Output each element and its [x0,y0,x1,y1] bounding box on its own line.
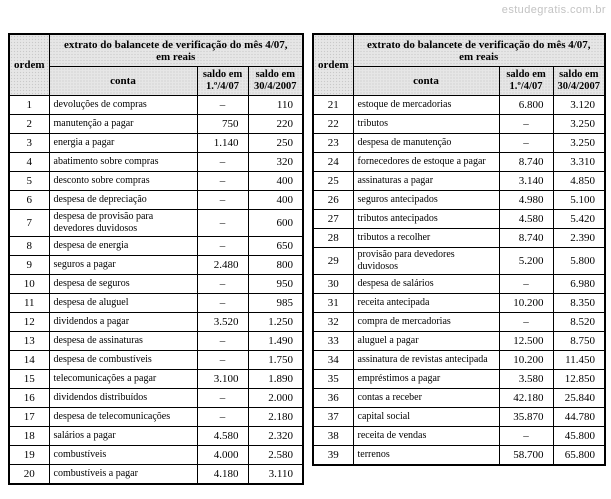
table-row [9,408,303,427]
closing-balance-cell: 8.350 [553,294,605,313]
closing-balance-cell: 2.180 [248,408,303,427]
opening-balance-cell: 12.500 [499,332,553,351]
order-cell: 2 [9,115,49,134]
closing-balance-cell: 65.800 [553,446,605,466]
closing-balance-cell: 1.490 [248,332,303,351]
opening-balance-cell: – [197,351,248,370]
opening-balance-cell: 1.140 [197,134,248,153]
opening-balance-cell: 2.480 [197,256,248,275]
closing-balance-cell: 1.750 [248,351,303,370]
account-cell: despesa de manutenção [353,134,499,153]
table-row [9,351,303,370]
watermark-text: estudegratis.com.br [501,4,606,16]
table-row [9,96,303,115]
closing-balance-cell: 5.420 [553,210,605,229]
table-row [9,370,303,389]
closing-balance-cell: 2.390 [553,229,605,248]
table-row [313,313,605,332]
order-cell: 10 [9,275,49,294]
table-row [9,115,303,134]
column-header-saldo-inicial: saldo em 1.º/4/07 [499,67,553,96]
order-cell: 37 [313,408,353,427]
account-cell: despesa de seguros [49,275,197,294]
account-cell: dividendos a pagar [49,313,197,332]
account-cell: despesa de telecomunicações [49,408,197,427]
order-cell: 22 [313,115,353,134]
opening-balance-cell: – [197,389,248,408]
order-cell: 8 [9,237,49,256]
closing-balance-cell: 2.580 [248,446,303,465]
account-cell: tributos antecipados [353,210,499,229]
table-row [9,275,303,294]
table-row [9,446,303,465]
order-cell: 6 [9,191,49,210]
account-cell: terrenos [353,446,499,466]
opening-balance-cell: 4.980 [499,191,553,210]
order-cell: 35 [313,370,353,389]
table-row [313,351,605,370]
order-cell: 27 [313,210,353,229]
table-row [9,134,303,153]
closing-balance-cell: 12.850 [553,370,605,389]
table-row [313,248,605,275]
opening-balance-cell: 35.870 [499,408,553,427]
account-cell: energia a pagar [49,134,197,153]
account-cell: despesa de aluguel [49,294,197,313]
order-cell: 24 [313,153,353,172]
account-cell: seguros a pagar [49,256,197,275]
order-cell: 36 [313,389,353,408]
account-cell: receita antecipada [353,294,499,313]
order-cell: 16 [9,389,49,408]
closing-balance-cell: 400 [248,172,303,191]
opening-balance-cell: – [197,210,248,237]
opening-balance-cell: 4.580 [197,427,248,446]
closing-balance-cell: 4.850 [553,172,605,191]
order-cell: 14 [9,351,49,370]
table-row [313,446,605,466]
table-row [313,389,605,408]
right-table-header [313,34,605,96]
closing-balance-cell: 45.800 [553,427,605,446]
table-row [313,172,605,191]
left-table-header [9,34,303,96]
opening-balance-cell: 3.140 [499,172,553,191]
table-title-line2: em reais [156,50,196,63]
closing-balance-cell: 600 [248,210,303,237]
opening-balance-cell: 4.180 [197,465,248,485]
table-title-line1: extrato do balancete de verificação do mês 4/07, [366,38,591,51]
order-cell: 7 [9,210,49,237]
account-cell: telecomunicações a pagar [49,370,197,389]
account-cell: capital social [353,408,499,427]
order-cell: 23 [313,134,353,153]
account-cell: assinatura de revistas antecipada [353,351,499,370]
closing-balance-cell: 3.310 [553,153,605,172]
order-cell: 34 [313,351,353,370]
closing-balance-cell: 800 [248,256,303,275]
opening-balance-cell: – [499,115,553,134]
opening-balance-cell: 6.800 [499,96,553,115]
order-cell: 31 [313,294,353,313]
closing-balance-cell: 1.250 [248,313,303,332]
order-cell: 3 [9,134,49,153]
opening-balance-cell: – [197,153,248,172]
column-header-ordem: ordem [313,34,353,96]
table-row [9,465,303,485]
table-row [313,96,605,115]
order-cell: 4 [9,153,49,172]
order-cell: 26 [313,191,353,210]
opening-balance-cell: 8.740 [499,153,553,172]
balance-table-left [8,33,304,485]
account-cell: empréstimos a pagar [353,370,499,389]
account-cell: despesa de salários [353,275,499,294]
table-title-line1: extrato do balancete de verificação do mês 4/07, [63,38,288,51]
table-row [9,172,303,191]
column-header-conta: conta [353,67,499,96]
table-row [9,256,303,275]
order-cell: 21 [313,96,353,115]
table-row [313,229,605,248]
column-header-saldo-final: saldo em 30/4/2007 [553,67,605,96]
order-cell: 1 [9,96,49,115]
account-cell: fornecedores de estoque a pagar [353,153,499,172]
table-title [353,34,605,67]
closing-balance-cell: 8.750 [553,332,605,351]
order-cell: 20 [9,465,49,485]
order-cell: 17 [9,408,49,427]
account-cell: aluguel a pagar [353,332,499,351]
column-header-saldo-inicial: saldo em 1.º/4/07 [197,67,248,96]
order-cell: 38 [313,427,353,446]
table-row [9,427,303,446]
opening-balance-cell: – [197,294,248,313]
column-header-conta: conta [49,67,197,96]
account-cell: abatimento sobre compras [49,153,197,172]
closing-balance-cell: 650 [248,237,303,256]
account-cell: despesa de assinaturas [49,332,197,351]
account-cell: estoque de mercadorias [353,96,499,115]
column-header-saldo-final: saldo em 30/4/2007 [248,67,303,96]
opening-balance-cell: – [197,332,248,351]
order-cell: 18 [9,427,49,446]
account-cell: combustíveis a pagar [49,465,197,485]
table-row [313,153,605,172]
table-row [9,153,303,172]
closing-balance-cell: 3.250 [553,134,605,153]
account-cell: assinaturas a pagar [353,172,499,191]
account-cell: contas a receber [353,389,499,408]
opening-balance-cell: 10.200 [499,351,553,370]
opening-balance-cell: – [197,172,248,191]
closing-balance-cell: 3.120 [553,96,605,115]
closing-balance-cell: 950 [248,275,303,294]
table-row [313,275,605,294]
opening-balance-cell: 8.740 [499,229,553,248]
table-row [313,370,605,389]
order-cell: 11 [9,294,49,313]
opening-balance-cell: – [499,134,553,153]
table-row [9,191,303,210]
closing-balance-cell: 400 [248,191,303,210]
closing-balance-cell: 2.000 [248,389,303,408]
right-table-body [313,96,605,466]
table-row [313,294,605,313]
account-cell: manutenção a pagar [49,115,197,134]
table-row [9,389,303,408]
closing-balance-cell: 6.980 [553,275,605,294]
table-row [9,210,303,237]
table-title-line2: em reais [459,50,499,63]
opening-balance-cell: 750 [197,115,248,134]
account-cell: devoluções de compras [49,96,197,115]
closing-balance-cell: 3.250 [553,115,605,134]
closing-balance-cell: 2.320 [248,427,303,446]
opening-balance-cell: – [197,275,248,294]
opening-balance-cell: – [499,313,553,332]
opening-balance-cell: 3.520 [197,313,248,332]
closing-balance-cell: 11.450 [553,351,605,370]
closing-balance-cell: 985 [248,294,303,313]
order-cell: 5 [9,172,49,191]
account-cell: seguros antecipados [353,191,499,210]
closing-balance-cell: 8.520 [553,313,605,332]
account-cell: salários a pagar [49,427,197,446]
table-row [313,115,605,134]
order-cell: 29 [313,248,353,275]
closing-balance-cell: 44.780 [553,408,605,427]
order-cell: 32 [313,313,353,332]
order-cell: 9 [9,256,49,275]
table-row [313,332,605,351]
opening-balance-cell: – [197,96,248,115]
order-cell: 33 [313,332,353,351]
closing-balance-cell: 5.100 [553,191,605,210]
account-cell: combustíveis [49,446,197,465]
table-title [49,34,303,67]
opening-balance-cell: 3.580 [499,370,553,389]
table-row [9,313,303,332]
account-cell: tributos [353,115,499,134]
closing-balance-cell: 5.800 [553,248,605,275]
table-row [313,191,605,210]
table-row [313,210,605,229]
balance-table-right [312,33,606,466]
order-cell: 19 [9,446,49,465]
account-cell: despesa de combustíveis [49,351,197,370]
closing-balance-cell: 1.890 [248,370,303,389]
opening-balance-cell: – [499,427,553,446]
opening-balance-cell: – [499,275,553,294]
opening-balance-cell: 42.180 [499,389,553,408]
closing-balance-cell: 220 [248,115,303,134]
account-cell: tributos a recolher [353,229,499,248]
account-cell: despesa de energia [49,237,197,256]
order-cell: 30 [313,275,353,294]
account-cell: despesa de depreciação [49,191,197,210]
closing-balance-cell: 3.110 [248,465,303,485]
opening-balance-cell: 10.200 [499,294,553,313]
table-row [9,332,303,351]
order-cell: 12 [9,313,49,332]
account-cell: provisão para devedores duvidosos [353,248,499,275]
table-row [9,237,303,256]
account-cell: compra de mercadorias [353,313,499,332]
account-cell: receita de vendas [353,427,499,446]
opening-balance-cell: 5.200 [499,248,553,275]
order-cell: 15 [9,370,49,389]
closing-balance-cell: 250 [248,134,303,153]
opening-balance-cell: – [197,191,248,210]
opening-balance-cell: 4.580 [499,210,553,229]
opening-balance-cell: 3.100 [197,370,248,389]
opening-balance-cell: 58.700 [499,446,553,466]
opening-balance-cell: 4.000 [197,446,248,465]
closing-balance-cell: 110 [248,96,303,115]
column-header-ordem: ordem [9,34,49,96]
closing-balance-cell: 25.840 [553,389,605,408]
table-row [9,294,303,313]
table-row [313,408,605,427]
order-cell: 25 [313,172,353,191]
table-row [313,134,605,153]
account-cell: despesa de provisão para devedores duvidosos [49,210,197,237]
opening-balance-cell: – [197,237,248,256]
closing-balance-cell: 320 [248,153,303,172]
table-row [313,427,605,446]
order-cell: 39 [313,446,353,466]
account-cell: desconto sobre compras [49,172,197,191]
account-cell: dividendos distribuídos [49,389,197,408]
order-cell: 28 [313,229,353,248]
order-cell: 13 [9,332,49,351]
left-table-body [9,96,303,485]
opening-balance-cell: – [197,408,248,427]
